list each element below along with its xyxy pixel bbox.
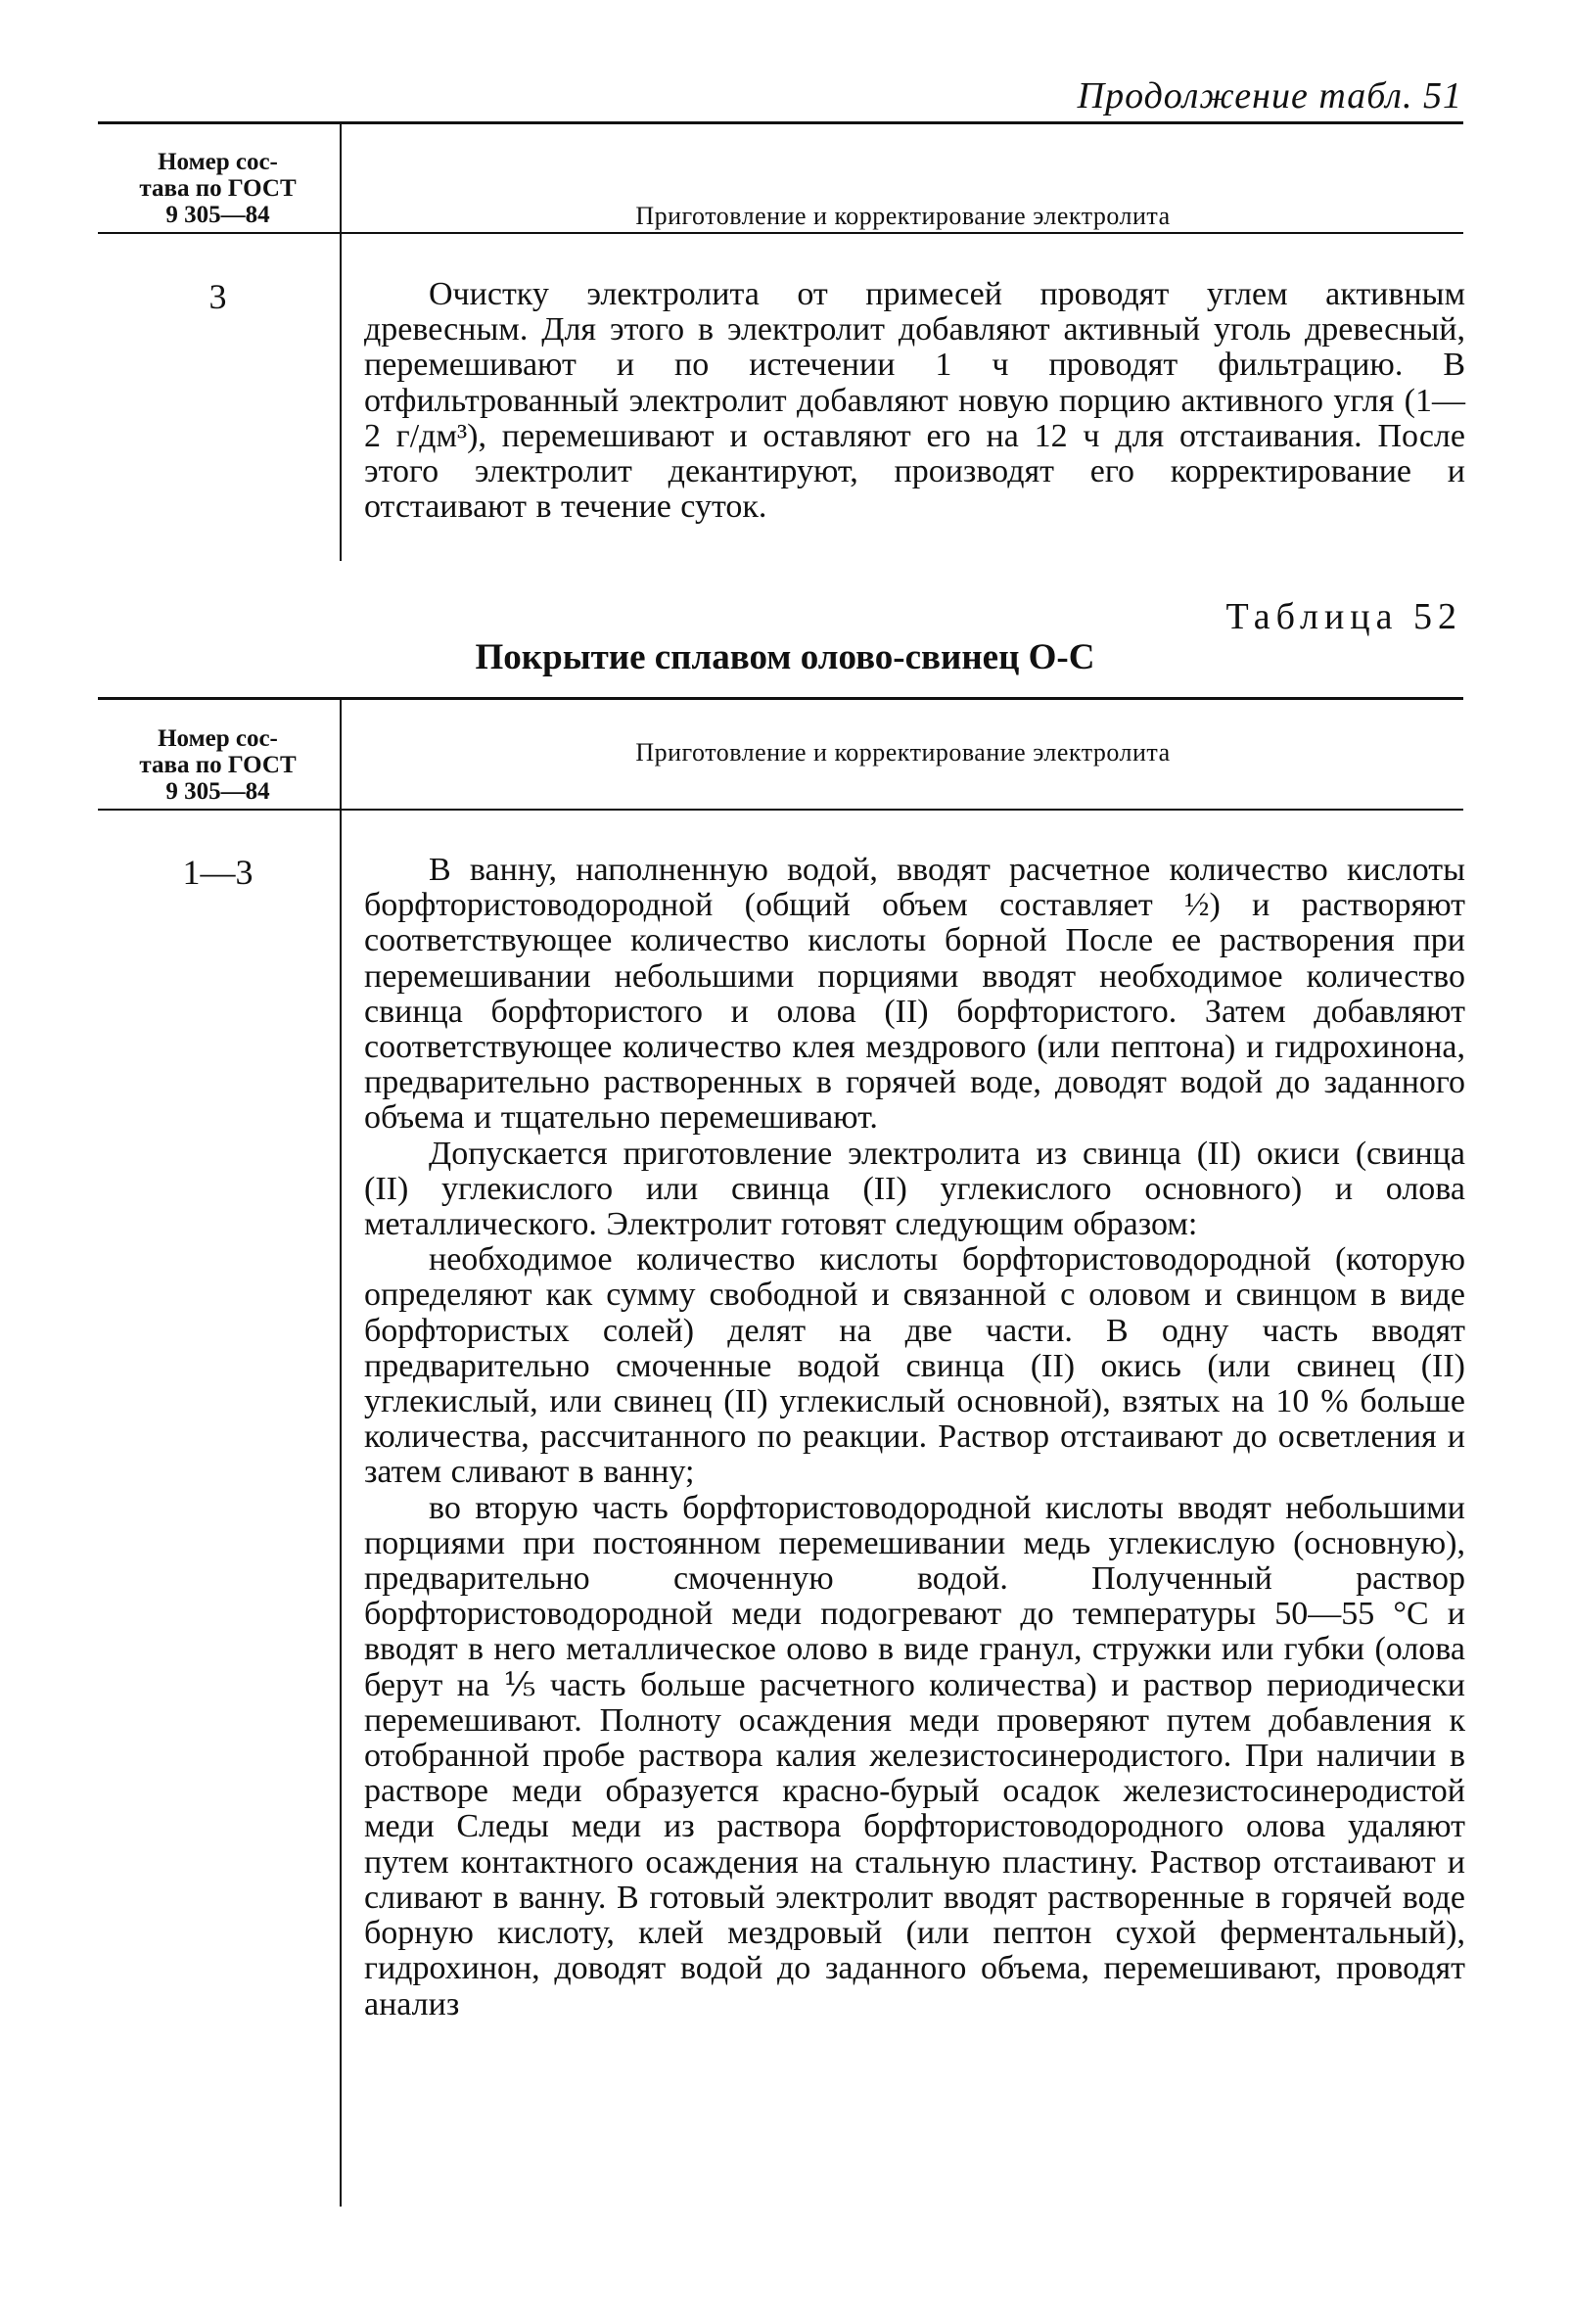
table51-header-rule: [98, 232, 1463, 234]
table51-row-text: [364, 277, 1465, 525]
table52-row-text: [364, 853, 1465, 2022]
table52-header-left-line: тава по ГОСТ: [139, 752, 297, 778]
table51-column-divider: [340, 123, 342, 561]
table52-column-divider: [340, 699, 342, 2207]
table52-header-right: Приготовление и корректирование электролита: [635, 738, 1171, 767]
table51-header-right: Приготовление и корректирование электролита: [635, 202, 1171, 230]
table52-header-left: [98, 725, 338, 805]
table52-number-label: Таблица 52: [1225, 596, 1462, 637]
paragraph: необходимое количество кислоты борфтористоводородной (которую определяют как сумму свободной и связанной с оловом и свинцом в виде борфтористых солей) делят на две части. В одну часть вводят предварительно смоченные водой свинца (II) окись (или свинец (II) углекислый, или свинец (II) углекислый основной), взятых на 10 % больше количества, рассчитанного по реакции. Раствор отстаивают до осветления и затем сливают в ванну;: [364, 1241, 1465, 1491]
table51-row-number: 3: [208, 277, 227, 316]
table52-title: Покрытие сплавом олово-свинец О-С: [475, 637, 1095, 677]
table51-top-rule: [98, 121, 1463, 124]
continuation-label: Продолжение табл. 51: [1077, 75, 1462, 116]
table52-header-left-line: Номер сос-: [158, 725, 278, 752]
table52-row-number: 1—3: [182, 853, 254, 892]
table51-header-left-line: 9 305—84: [165, 202, 270, 228]
paragraph: Очистку электролита от примесей проводят углем активным древесным. Для этого в электролит добавляют активный уголь древесный, перемешивают и по истечении 1 ч проводят фильтрацию. В отфильтрованный электролит добавляют новую порцию активного угля (1—2 г/дм³), перемешивают и оставляют его на 12 ч для отстаивания. После этого электролит декантируют, производят его корректирование и отстаивают в течение суток.: [364, 276, 1465, 526]
table52-header-rule: [98, 809, 1463, 811]
table52-header-left-line: 9 305—84: [165, 778, 270, 805]
paragraph: В ванну, наполненную водой, вводят расчетное количество кислоты борфтористоводородной (общий объем составляет ½) и растворяют соответствующее количество кислоты борной После ее растворения при перемешивании небольшими порциями вводят необходимое количество свинца борфтористого и олова (II) борфтористого. Затем добавляют соответствующее количество клея мездрового (или пептона) и гидрохинона, предварительно растворенных в горячей воде, доводят водой до заданного объема и тщательно перемешивают.: [364, 852, 1465, 1137]
paragraph: во вторую часть борфтористоводородной кислоты вводят небольшими порциями при постоянном перемешивании медь углекислую (основную), предварительно смоченную водой. Полученный раствор борфтористоводородной меди подогревают до температуры 50—55 °С и вводят в него металлическое олово в виде гранул, стружки или губки (олова берут на ⅕ часть больше расчетного количества) и раствор периодически перемешивают. Полноту осаждения меди проверяют путем добавления к отобранной пробе раствора калия железистосинеродистого. При наличии в растворе меди образуется красно-бурый осадок железистосинеродистой меди Следы меди из раствора борфтористоводородного олова удаляют путем контактного осаждения на стальную пластину. Раствор отстаивают и сливают в ванну. В готовый электролит вводят растворенные в горячей воде борную кислоту, клей мездровый (или пептон сухой ферментальный), гидрохинон, доводят водой до заданного объема, перемешивают, проводят анализ: [364, 1489, 1465, 2022]
table51-header-left: [98, 149, 338, 228]
table51-header-left-line: тава по ГОСТ: [139, 175, 297, 202]
table51-header-left-line: Номер сос-: [158, 149, 278, 175]
paragraph: Допускается приготовление электролита из свинца (II) окиси (свинца (II) углекислого или свинца (II) углекислого основного) и олова металлического. Электролит готовят следующим образом:: [364, 1135, 1465, 1243]
table52-top-rule: [98, 697, 1463, 700]
